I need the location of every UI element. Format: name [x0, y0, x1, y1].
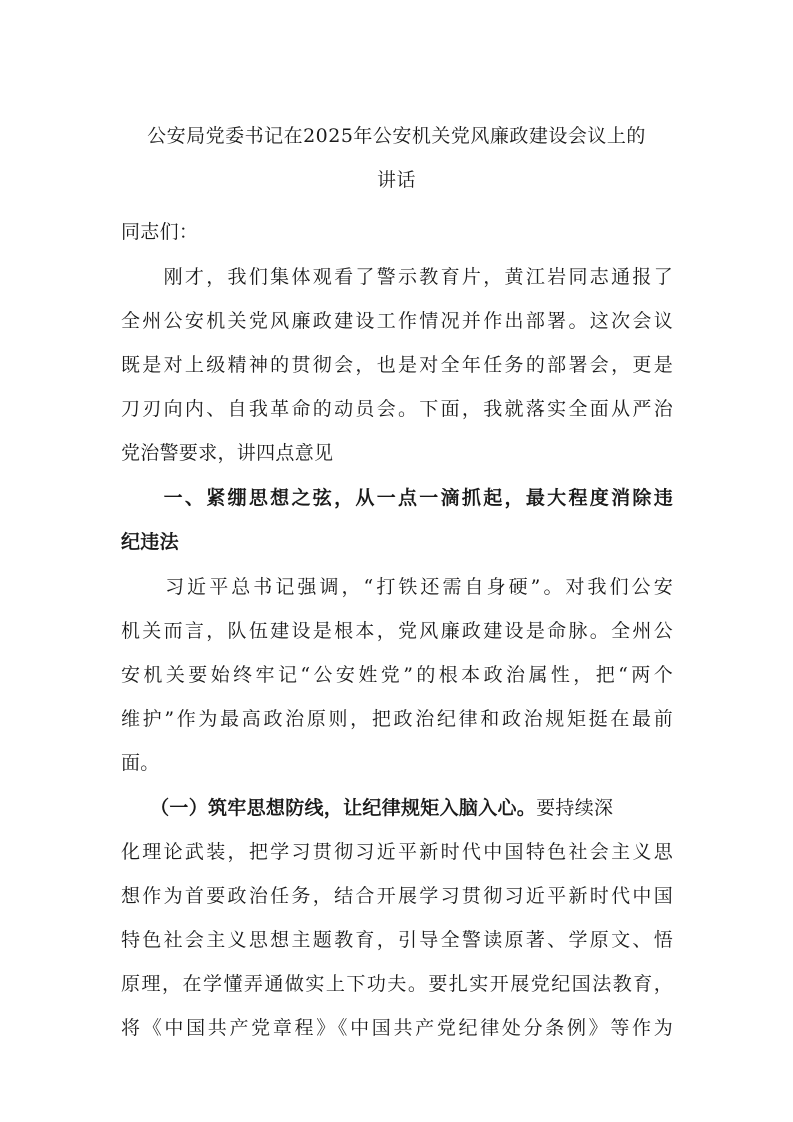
section-heading-line: 一、紧绷思想之弦，从一点一滴抓起，最大程度消除违	[121, 487, 673, 509]
paragraph-line: 特色社会主义思想主题教育，引导全警读原著、学原文、悟	[121, 929, 673, 951]
paragraph-line: 既是对上级精神的贯彻会，也是对全年任务的部署会，更是	[121, 354, 673, 376]
document-title-line-1: 公安局党委书记在2025年公安机关党风廉政建设会议上的	[147, 125, 646, 147]
subsection-text: 要持续深	[536, 797, 614, 819]
subsection-line	[121, 787, 673, 829]
paragraph-line: 维护”作为最高政治原则，把政治纪律和政治规矩挺在最前	[121, 708, 673, 730]
paragraph-line: 习近平总书记强调，“打铁还需自身硬”。对我们公安	[121, 576, 673, 598]
document-title-line-2: 讲话	[376, 169, 416, 191]
paragraph-line: 机关而言，队伍建设是根本，党风廉政建设是命脉。全州公	[121, 620, 673, 642]
paragraph-line: 将《中国共产党章程》《中国共产党纪律处分条例》等作为	[121, 1017, 673, 1039]
subsection-heading: （一）筑牢思想防线，让纪律规矩入脑入心。	[121, 797, 537, 819]
paragraph-line: 想作为首要政治任务，结合开展学习贯彻习近平新时代中国	[121, 885, 673, 907]
paragraph-line: 安机关要始终牢记“公安姓党”的根本政治属性，把“两个	[121, 664, 673, 686]
paragraph-line: 刚才，我们集体观看了警示教育片，黄江岩同志通报了	[121, 266, 673, 288]
salutation: 同志们：	[121, 221, 199, 243]
paragraph-line: 刀刃向内、自我革命的动员会。下面，我就落实全面从严治	[121, 398, 673, 420]
paragraph-line: 化理论武装，把学习贯彻习近平新时代中国特色社会主义思	[121, 841, 673, 863]
paragraph-line: 面。	[121, 752, 160, 774]
paragraph-line: 原理，在学懂弄通做实上下功夫。要扎实开展党纪国法教育，	[121, 973, 673, 995]
section-heading-line: 纪违法	[121, 531, 179, 553]
paragraph-line: 全州公安机关党风廉政建设工作情况并作出部署。这次会议	[121, 310, 673, 332]
paragraph-line: 党治警要求，讲四点意见	[121, 442, 334, 464]
